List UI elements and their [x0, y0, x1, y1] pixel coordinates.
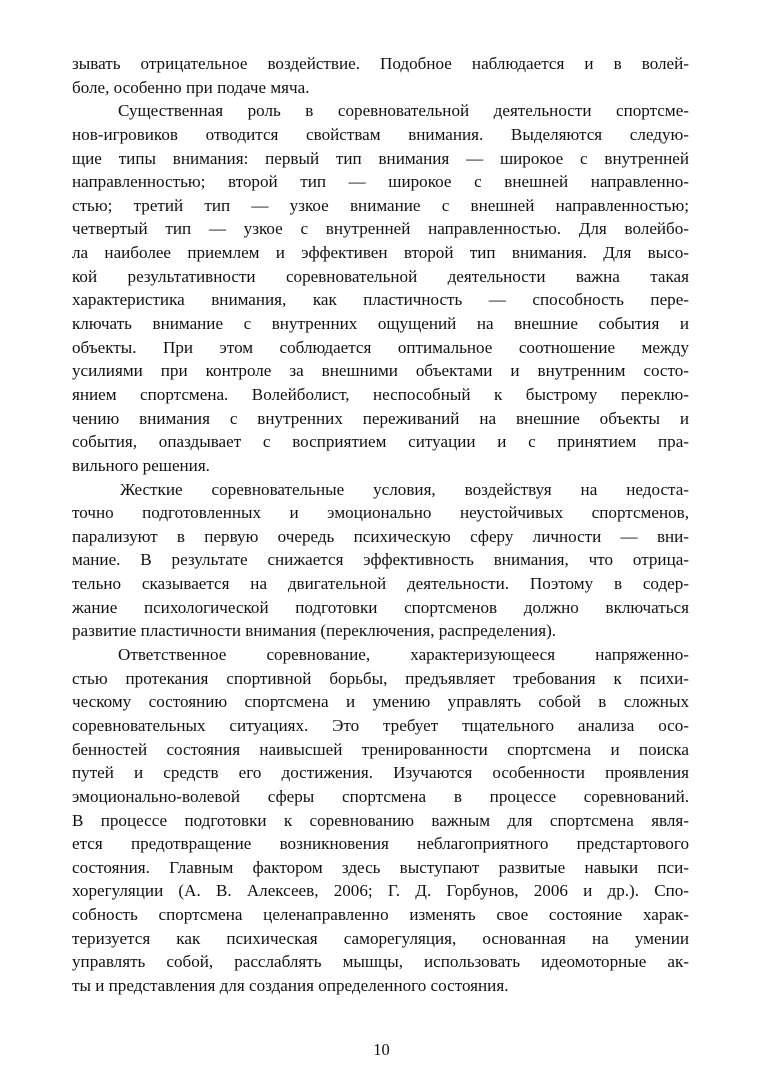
text-line: зывать отрицательное воздействие. Подобное наблюдается и в волей-	[72, 54, 689, 73]
text-line: характеристика внимания, как пластичность — способность пере-	[72, 290, 689, 310]
text-line: хорегуляции (А. В. Алексеев, 2006; Г. Д. Горбунов, 2006 и др.). Спо-	[72, 881, 689, 901]
text-line: чению внимания с внутренних переживаний на внешние объекты и	[72, 408, 689, 428]
text-line: стью протекания спортивной борьбы, предъявляет требования к психи-	[72, 668, 689, 688]
paragraph-4	[72, 643, 689, 998]
text-line: тельно сказывается на двигательной деятельности. Поэтому в содер-	[72, 574, 689, 594]
text-line: вильного решения.	[72, 455, 210, 475]
text-line: парализуют в первую очередь психическую сферу личности — вни-	[72, 526, 689, 546]
paragraph-1	[72, 52, 689, 99]
text-line: кой результативности соревновательной деятельности важна такая	[72, 266, 689, 286]
text-line: стью; третий тип — узкое внимание с внешней направленностью;	[72, 195, 689, 215]
text-line: боле, особенно при подаче мяча.	[72, 77, 310, 97]
text-line: ты и представления для создания определенного состояния.	[72, 975, 509, 995]
text-line: события, опаздывает с восприятием ситуации и с принятием пра-	[72, 432, 689, 452]
text-line: нов-игровиков отводится свойствам внимания. Выделяются следую-	[72, 124, 689, 144]
text-line: янием спортсмена. Волейболист, неспособный к быстрому переклю-	[72, 384, 689, 404]
page-number: 10	[373, 1040, 390, 1059]
text-line: ла наиболее приемлем и эффективен второй тип внимания. Для высо-	[72, 243, 689, 263]
text-line: усилиями при контроле за внешними объектами и внутренним состо-	[72, 361, 689, 381]
text-line: эмоционально-волевой сферы спортсмена в процессе соревнований.	[72, 786, 689, 806]
page-body	[72, 52, 689, 998]
text-line: путей и средств его достижения. Изучаются особенности проявления	[72, 763, 689, 783]
text-line: Ответственное соревнование, характеризующееся напряженно-	[118, 645, 689, 665]
text-line: ческому состоянию спортсмена и умению управлять собой в сложных	[72, 692, 689, 712]
text-line: управлять собой, расслаблять мышцы, использовать идеомоторные ак-	[72, 952, 689, 972]
text-line: бенностей состояния наивысшей тренированности спортсмена и поиска	[72, 739, 689, 759]
text-line: жание психологической подготовки спортсменов должно включаться	[72, 597, 689, 617]
text-line: ется предотвращение возникновения неблагоприятного предстартового	[72, 834, 689, 854]
text-line: Жесткие соревновательные условия, воздействуя на недоста-	[120, 479, 689, 499]
text-line: мание. В результате снижается эффективность внимания, что отрица-	[72, 550, 689, 570]
text-line: теризуется как психическая саморегуляция, основанная на умении	[72, 928, 689, 948]
text-line: собность спортсмена целенаправленно изменять свое состояние харак-	[72, 905, 689, 925]
text-line: соревновательных ситуациях. Это требует тщательного анализа осо-	[72, 715, 689, 735]
text-line: состояния. Главным фактором здесь выступают развитые навыки пси-	[72, 857, 689, 877]
text-line: Существенная роль в соревновательной деятельности спортсме-	[118, 101, 689, 121]
text-line: объекты. При этом соблюдается оптимальное соотношение между	[72, 337, 689, 357]
text-line: направленностью; второй тип — широкое с внешней направленно-	[72, 172, 689, 192]
text-line: четвертый тип — узкое с внутренней направленностью. Для волейбо-	[72, 219, 689, 239]
text-line: развитие пластичности внимания (переключения, распределения).	[72, 621, 557, 641]
paragraph-3	[72, 478, 689, 643]
paragraph-2	[72, 99, 689, 477]
text-line: щие типы внимания: первый тип внимания — широкое с внутренней	[72, 148, 689, 168]
text-line: В процессе подготовки к соревнованию важным для спортсмена явля-	[72, 810, 689, 830]
text-line: ключать внимание с внутренних ощущений на внешние события и	[72, 314, 689, 334]
text-line: точно подготовленных и эмоционально неустойчивых спортсменов,	[72, 503, 689, 523]
